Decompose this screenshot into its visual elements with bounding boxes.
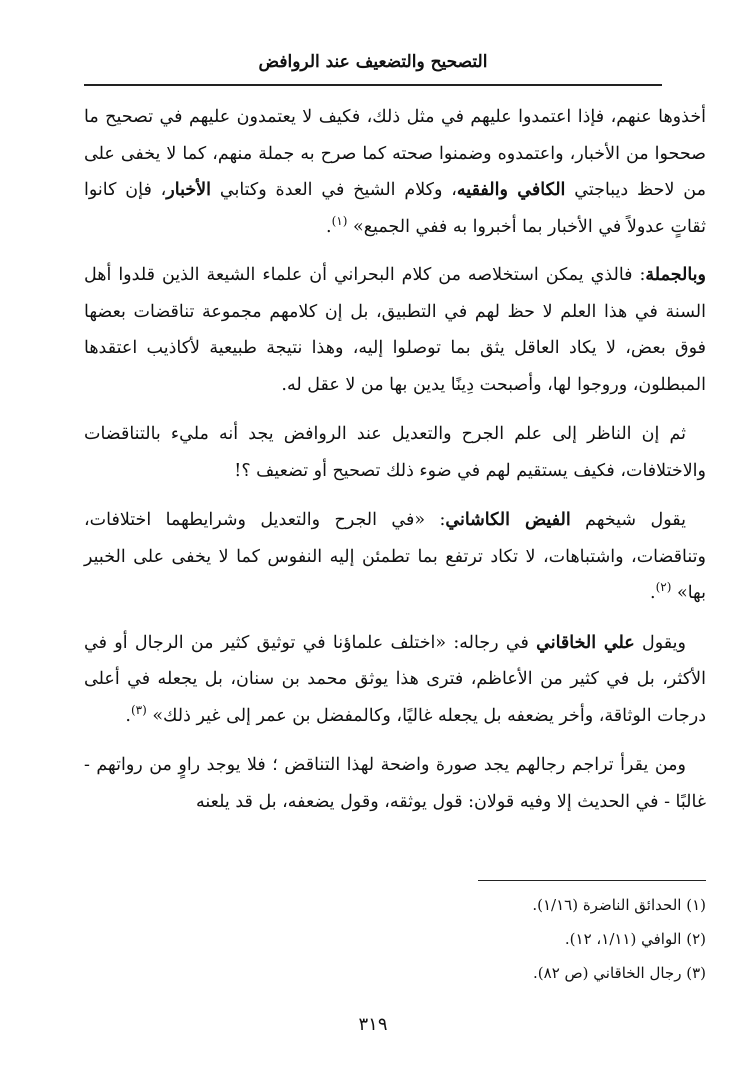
footnote-2: (٢) الوافي (١/١١، ١٢). [564, 930, 706, 948]
lead-term-wabiljumla: وبالجملة [645, 265, 706, 285]
text-segment: أخذوها عنهم، فإذا اعتمدوا عليهم في مثل ذلك، فكيف لا يعتمدون عليهم في تصحيح ما صححوا من الأخبار، واعتمدوه وضمنوا صحته كما صرح به جملة منهم، كما لا يخفى على من لاحظ ديباجتي [84, 107, 706, 200]
footnote-3: (٣) رجال الخاقاني (ص ٨٢). [533, 964, 706, 982]
page-body [84, 99, 706, 833]
text-segment: ويقول [634, 632, 686, 653]
book-title-kafi-faqih: الكافي والفقيه [456, 180, 566, 200]
text-segment: في رجاله: «اختلف علماؤنا في توثيق كثير من الرجال أو في الأكثر، بل في كثير من الأعاظم، فترى هذا يوثق محمد بن سنان، بل يجعله في أعلى درجات الوثاقة، وأخر يضعفه بل يجعله غاليًا، وكالمفضل بن عمر إلى غير ذلك» [84, 632, 706, 726]
header-divider [84, 84, 662, 86]
paragraph-6 [84, 747, 706, 820]
page-number: ٣١٩ [358, 1014, 388, 1035]
text-segment: . [650, 583, 656, 603]
text-segment: ، وكلام الشيخ في العدة وكتابي [211, 180, 457, 200]
text-segment: ثم إن الناظر إلى علم الجرح والتعديل عند الروافض يجد أنه مليء بالتناقضات والاختلافات، فكيف يستقيم لهم في ضوء ذلك تصحيح أو تضعيف ؟! [84, 424, 706, 481]
text-segment: . [326, 216, 332, 237]
text-segment: ، فإن كانوا ثقاتٍ عدولاً في الأخبار بما أخبروا به ففي الجميع» [84, 180, 706, 237]
footnote-1: (١) الحدائق الناضرة (١/١٦). [532, 896, 706, 914]
running-header [84, 50, 662, 84]
person-name-fayd-kashani: الفيض الكاشاني [445, 510, 571, 530]
person-name-ali-khaqani: علي الخاقاني [536, 632, 635, 653]
text-segment: يقول شيخهم [570, 510, 686, 530]
footnotes [84, 888, 706, 990]
paragraph-3 [84, 416, 706, 489]
book-title-akhbar: الأخبار [166, 180, 212, 200]
paragraph-4 [84, 502, 706, 612]
text-segment: . [125, 705, 131, 726]
paragraph-2 [84, 257, 706, 403]
paragraph-1 [84, 99, 706, 245]
footnote-marker-3: (٣) [130, 702, 147, 717]
footnote-marker-1: (١) [331, 213, 348, 228]
paragraph-5 [84, 625, 706, 735]
footnote-marker-2: (٢) [655, 580, 672, 595]
text-segment: : فالذي يمكن استخلاصه من كلام البحراني أن علماء الشيعة الذين قلدوا أهل السنة في هذا العلم لا حظ لهم في التطبيق، بل إن كلامهم مجموعة تناقضات بعضها فوق بعض، لا يكاد العاقل يثق بما توصلوا إليه، وهذا نتيجة طبيعية لأكاذيب اعتقدها المبطلون، وروجوا لها، وأصبحت دِينًا يدين بها من لا عقل له. [84, 265, 706, 395]
text-segment: : «في الجرح والتعديل وشرايطهما اختلافات، وتناقضات، واشتباهات، لا تكاد ترتفع بما تطمئن إليه النفوس كما لا يخفى على الخبير بها» [84, 510, 706, 603]
page-header-title: التصحيح والتضعيف عند الروافض [258, 52, 488, 72]
footnote-divider [478, 880, 706, 881]
text-segment: ومن يقرأ تراجم رجالهم يجد صورة واضحة لهذا التناقض ؛ فلا يوجد راوٍ من رواتهم - غالبًا - في الحديث إلا وفيه قولان: قول يوثقه، وقول يضعفه، بل قد يلعنه [84, 755, 706, 812]
